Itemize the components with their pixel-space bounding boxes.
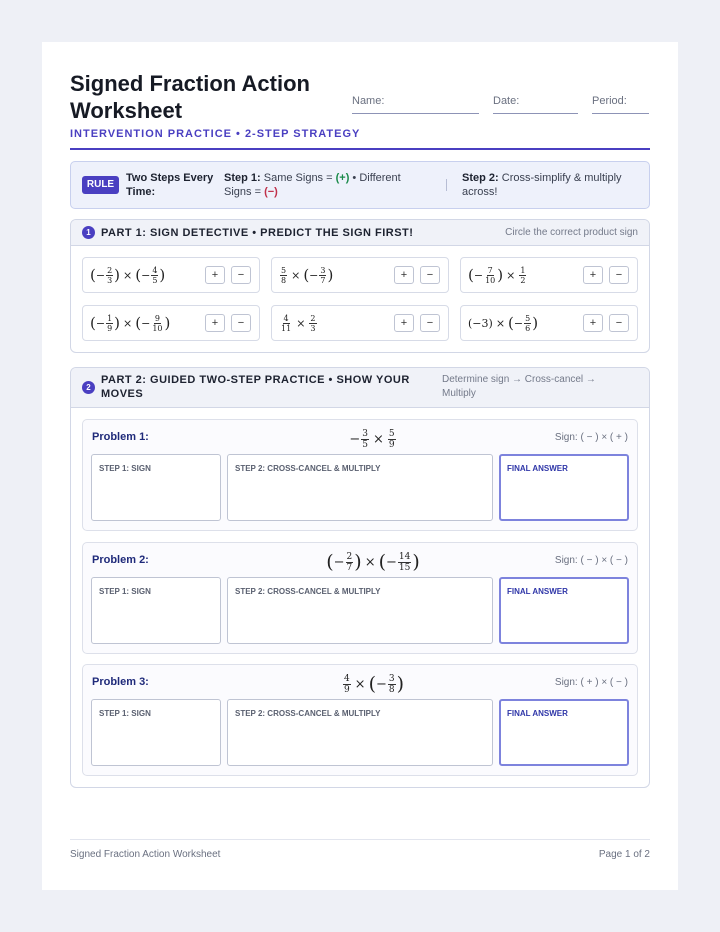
- fraction: $\frac{9}{10}$: [152, 313, 163, 333]
- fraction: $\frac{2}{7}$: [346, 551, 353, 573]
- rule-separator: [446, 179, 447, 191]
- sign-item-expression: (−3) × ( − $\frac{5}{6}$ ): [468, 313, 539, 333]
- problem-label: Problem 2:: [92, 554, 149, 566]
- page-number: Page 1 of 2: [598, 849, 650, 860]
- sign-item-6: [460, 305, 638, 341]
- fraction: $\frac{3}{7}$: [320, 265, 326, 285]
- final-answer-box[interactable]: FINAL ANSWER: [499, 699, 629, 766]
- fraction: $\frac{1}{2}$: [520, 265, 526, 285]
- problem-1: [82, 419, 638, 531]
- fraction: $\frac{14}{15}$: [398, 551, 411, 573]
- fraction: $\frac{4}{11}$: [281, 313, 292, 333]
- plus-sign-option[interactable]: +: [394, 266, 414, 284]
- fraction: $\frac{2}{3}$: [107, 265, 113, 285]
- period-label: Period:: [592, 95, 627, 107]
- part-1-card: [70, 219, 650, 353]
- rule-step-2-text: Cross-simplify & multiply across!: [462, 172, 622, 198]
- fraction: $\frac{7}{10}$: [485, 265, 496, 285]
- footer-divider: [70, 839, 650, 840]
- page-subtitle: INTERVENTION PRACTICE • 2-STEP STRATEGY: [70, 128, 361, 140]
- plus-sign-option[interactable]: +: [205, 314, 225, 332]
- part-2-title: PART 2: GUIDED TWO-STEP PRACTICE • SHOW YOUR MOVES: [101, 374, 410, 400]
- sign-item-expression: ( − $\frac{1}{9}$ ) × ( − $\frac{9}{10}$ ): [90, 313, 171, 333]
- minus-sign-option[interactable]: −: [420, 314, 440, 332]
- minus-sign-option[interactable]: −: [231, 314, 251, 332]
- problem-3: [82, 664, 638, 776]
- fraction: $\frac{1}{9}$: [107, 313, 113, 333]
- minus-sign-option[interactable]: −: [609, 266, 629, 284]
- fraction: $\frac{3}{5}$: [362, 428, 368, 450]
- fraction: $\frac{4}{9}$: [343, 673, 350, 695]
- footer-title: Signed Fraction Action Worksheet: [70, 849, 221, 860]
- part-1-instruction: Circle the correct product sign: [505, 227, 638, 238]
- cross-cancel-work-box[interactable]: STEP 2: CROSS-CANCEL & MULTIPLY: [227, 577, 493, 644]
- sign-item-expression: $\frac{4}{11}$ × $\frac{2}{3}$: [281, 313, 316, 333]
- plus-sign-option[interactable]: +: [583, 266, 603, 284]
- period-field[interactable]: [592, 95, 649, 114]
- same-sign-result: (+): [335, 172, 350, 184]
- part-2-instruction: Determine sign → Cross-cancel → Multiply: [442, 374, 596, 399]
- worksheet-header: [70, 70, 650, 150]
- sign-hint: Sign: ( − ) × ( + ): [554, 432, 628, 443]
- part-1-title: PART 1: SIGN DETECTIVE • PREDICT THE SIGN FIRST!: [101, 227, 414, 239]
- sign-item-2: [271, 257, 449, 293]
- rule-step-2: [462, 171, 642, 199]
- part-2-header: [71, 368, 649, 408]
- minus-sign-option[interactable]: −: [231, 266, 251, 284]
- plus-sign-option[interactable]: +: [394, 314, 414, 332]
- plus-sign-option[interactable]: +: [583, 314, 603, 332]
- fraction: $\frac{4}{5}$: [152, 265, 158, 285]
- problem-expression: $\frac{4}{9}$ × ( − $\frac{3}{8}$ ): [343, 672, 405, 695]
- sign-item-3: [460, 257, 638, 293]
- sign-item-1: [82, 257, 260, 293]
- header-divider: [70, 148, 650, 150]
- sign-hint: Sign: ( + ) × ( − ): [554, 677, 628, 688]
- rule-step-1-label: Step 1:: [224, 172, 261, 184]
- date-label: Date:: [493, 95, 520, 107]
- part-2-number-badge: 2: [82, 381, 95, 394]
- problem-label: Problem 1:: [92, 431, 149, 443]
- sign-item-expression: $\frac{5}{8}$ × ( − $\frac{3}{7}$ ): [281, 265, 334, 285]
- sign-answer-box[interactable]: STEP 1: SIGN: [91, 454, 221, 521]
- problem-label: Problem 3:: [92, 676, 149, 688]
- final-answer-box[interactable]: FINAL ANSWER: [499, 454, 629, 521]
- fraction: $\frac{5}{8}$: [281, 265, 287, 285]
- different-sign-result: (−): [264, 186, 278, 198]
- fraction: $\frac{5}{6}$: [525, 313, 531, 333]
- problem-expression: − $\frac{3}{5}$ × $\frac{5}{9}$: [349, 428, 395, 450]
- fraction: $\frac{5}{9}$: [388, 428, 395, 450]
- sign-hint: Sign: ( − ) × ( − ): [554, 555, 628, 566]
- rule-callout: [70, 161, 650, 209]
- name-field[interactable]: [352, 95, 479, 114]
- sign-item-5: [271, 305, 449, 341]
- problem-2: [82, 542, 638, 654]
- sign-item-expression: ( − $\frac{2}{3}$ ) × ( − $\frac{4}{5}$ ): [90, 265, 166, 285]
- problem-expression: ( − $\frac{2}{7}$ ) × ( − $\frac{14}{15}$ ): [326, 550, 420, 573]
- sign-answer-box[interactable]: STEP 1: SIGN: [91, 699, 221, 766]
- part-1-header: [71, 220, 649, 246]
- sign-item-4: [82, 305, 260, 341]
- part-1-number-badge: 1: [82, 226, 95, 239]
- page-title: Signed Fraction Action Worksheet: [70, 71, 310, 123]
- minus-sign-option[interactable]: −: [420, 266, 440, 284]
- name-label: Name:: [352, 95, 385, 107]
- rule-step-1-text: Same Signs =: [263, 172, 333, 184]
- plus-sign-option[interactable]: +: [205, 266, 225, 284]
- cross-cancel-work-box[interactable]: STEP 2: CROSS-CANCEL & MULTIPLY: [227, 699, 493, 766]
- sign-answer-box[interactable]: STEP 1: SIGN: [91, 577, 221, 644]
- sign-item-expression: ( − $\frac{7}{10}$ ) × $\frac{1}{2}$: [468, 265, 526, 285]
- part-2-card: [70, 367, 650, 788]
- rule-step-1: [224, 171, 429, 199]
- worksheet-page: [42, 42, 678, 890]
- fraction: $\frac{3}{8}$: [388, 673, 395, 695]
- date-field[interactable]: [493, 95, 578, 114]
- rule-step-1-mid: • Different Signs =: [224, 172, 401, 198]
- final-answer-box[interactable]: FINAL ANSWER: [499, 577, 629, 644]
- minus-sign-option[interactable]: −: [609, 314, 629, 332]
- rule-heading: Two Steps Every Time:: [126, 172, 214, 198]
- fraction: $\frac{2}{3}$: [310, 313, 316, 333]
- cross-cancel-work-box[interactable]: STEP 2: CROSS-CANCEL & MULTIPLY: [227, 454, 493, 521]
- rule-step-2-label: Step 2:: [462, 172, 499, 184]
- rule-badge: RULE: [82, 176, 119, 194]
